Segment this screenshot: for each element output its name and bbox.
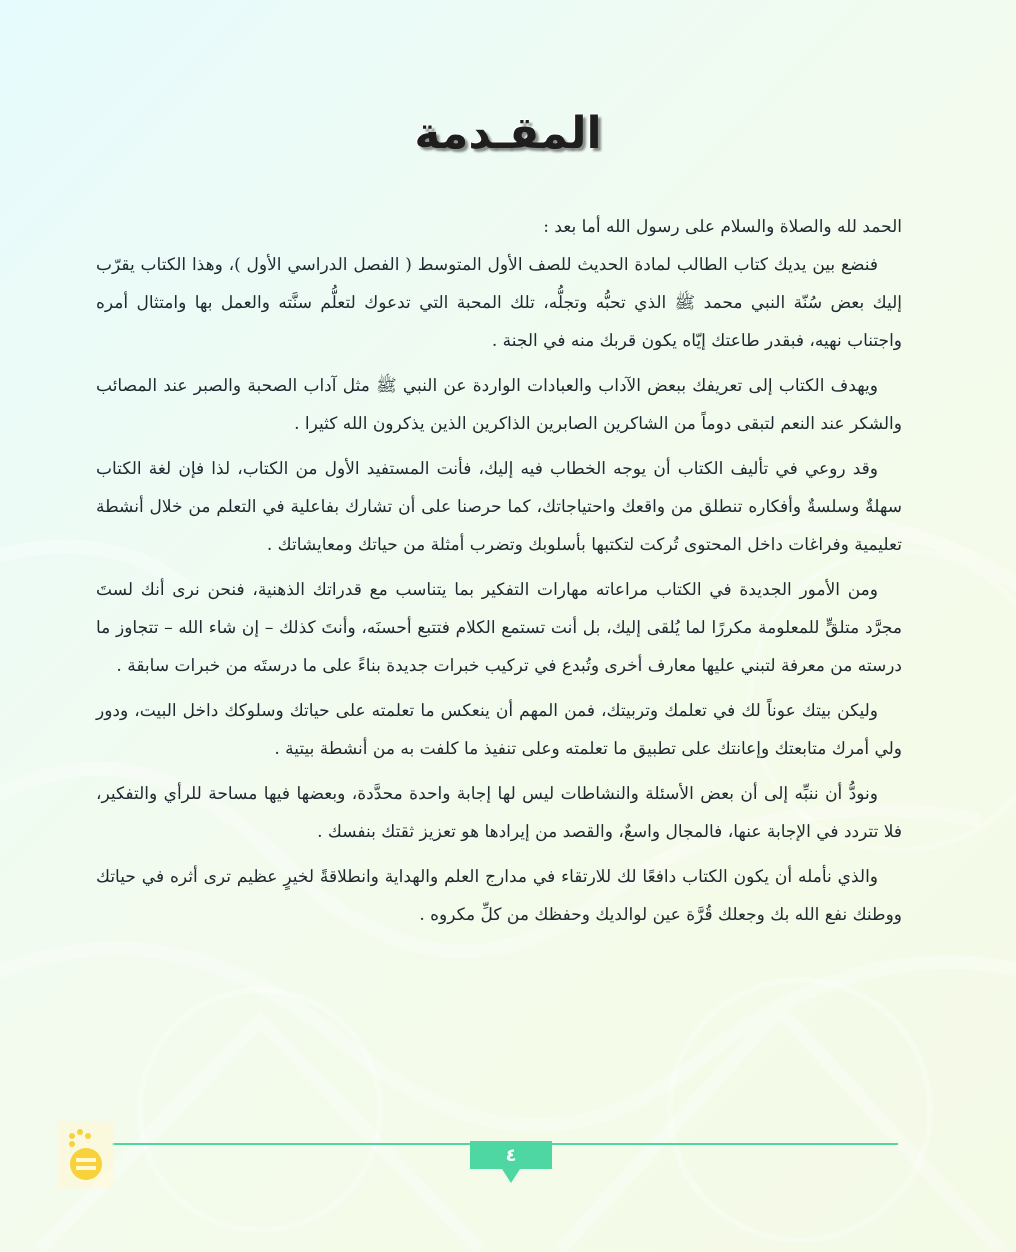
paragraph-3: وقد روعي في تأليف الكتاب أن يوجه الخطاب فيه إليك، فأنت المستفيد الأول من الكتاب، لذا فإن لغة الكتاب سهلةٌ وسلسةٌ وأفكاره تنطلق من واقعك واحتياجاتك، كما حرصنا على أن تشارك بفاعلية في التعلم من خلال أنشطة تعليمية وفراغات داخل المحتوى تُركت لتكتبها بأسلوبك وتضرب أمثلة من حياتك ومعايشاتك . <box>96 459 902 555</box>
opening-line: الحمد لله والصلاة والسلام على رسول الله أما بعد : <box>543 217 902 237</box>
paragraph-4: ومن الأمور الجديدة في الكتاب مراعاته مهارات التفكير بما يتناسب مع قدراتك الذهنية، فنحن نرى أنك لستَ مجرَّد متلقٍّ للمعلومة مكررًا لما يُلقى إليك، بل أنت تستمع الكلام فتتبع أحسنَه، وأنتَ كذلك – إن شاء الله – تتجاوز ما درسته من معرفة لتبني عليها معارف أخرى وتُبدع في تركيب خبرات جديدة بناءً على ما درستَه من خبرات سابقة . <box>96 580 902 676</box>
paragraph-7: والذي نأمله أن يكون الكتاب دافعًا لك للارتقاء في مدارج العلم والهداية وانطلاقةً لخيرٍ عظيم ترى أثره في حياتك ووطنك نفع الله بك وجعلك قُرَّة عين لوالديك وحفظك من كلِّ مكروه . <box>96 867 902 925</box>
page-number: ٤ <box>505 1145 517 1166</box>
paragraph-2: ويهدف الكتاب إلى تعريفك ببعض الآداب والعبادات الواردة عن النبي ﷺ مثل آداب الصحبة والصبر عند المصائب والشكر عند النعم لتبقى دوماً من الشاكرين الصابرين الذاكرين الذين يذكرون الله كثيرا . <box>96 376 902 434</box>
paragraph-5: وليكن بيتك عوناً لك في تعلمك وتربيتك، فمن المهم أن ينعكس ما تعلمته على حياتك وسلوكك داخل البيت، ودور ولي أمرك متابعتك وإعانتك على تطبيق ما تعلمته وعلى تنفيذ ما كلفت به من أنشطة بيتية . <box>96 701 902 759</box>
page-title: المقـدمة <box>414 108 602 159</box>
paragraph-6: ونودُّ أن ننبِّه إلى أن بعض الأسئلة والنشاطات ليس لها إجابة واحدة محدَّدة، وبعضها فيها مساحة للرأي والتفكير، فلا تتردد في الإجابة عنها، فالمجال واسعٌ، والقصد من إيرادها هو تعزيز ثقتك بنفسك . <box>96 784 902 842</box>
publisher-logo-icon <box>58 1122 114 1188</box>
paragraph-1: فنضع بين يديك كتاب الطالب لمادة الحديث للصف الأول المتوسط ( الفصل الدراسي الأول )، وهذا الكتاب يقرّب إليك بعض سُنّة النبي محمد ﷺ الذي تحبُّه وتجلُّه، تلك المحبة التي تدعوك لتعلُّم سنَّته والعمل بها وامتثال أمره واجتناب نهيه، فبقدر طاعتك إيّاه يكون قربك منه في الجنة . <box>96 255 902 351</box>
introduction-body <box>96 208 902 941</box>
